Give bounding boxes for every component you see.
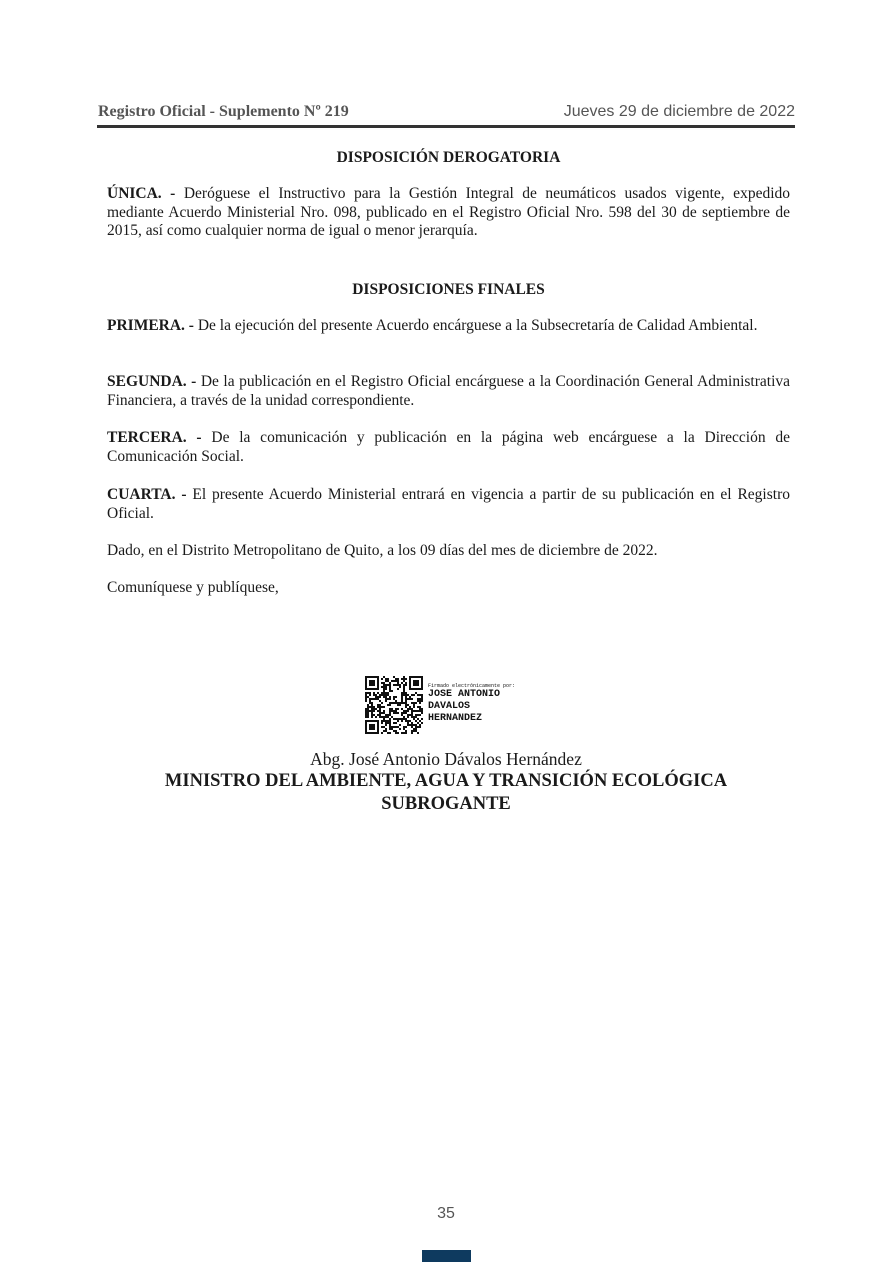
cuarta-label: CUARTA. - <box>107 486 187 503</box>
cuarta-text: El presente Acuerdo Ministerial entrará en vigencia a partir de su publicación en el Registro Oficial. <box>107 486 790 522</box>
tercera-paragraph <box>107 429 790 466</box>
primera-text: De la ejecución del presente Acuerdo encárguese a la Subsecretaría de Calidad Ambiental. <box>193 317 758 334</box>
derogatoria-heading: DISPOSICIÓN DEROGATORIA <box>336 149 561 166</box>
tercera-label: TERCERA. - <box>107 429 202 446</box>
publication-title: Registro Oficial - Suplemento Nº 219 <box>98 103 349 120</box>
unica-label: ÚNICA. - <box>107 185 176 202</box>
stamp-name-2: DAVALOS <box>428 701 471 712</box>
stamp-name-3: HERNANDEZ <box>428 713 483 724</box>
segunda-text: De la publicación en el Registro Oficial encárguese a la Coordinación General Administrativa Financiera, a través de la unidad correspondiente. <box>107 373 791 409</box>
header-rule <box>97 125 795 128</box>
unica-text: Deróguese el Instructivo para la Gestión Integral de neumáticos usados vigente, expedido mediante Acuerdo Ministerial Nro. 098, publicado en el Registro Oficial Nro. 598 del 30 de septiembre de 2015, así como cualquier norma de igual o menor jerarquía. <box>107 185 791 239</box>
segunda-label: SEGUNDA. - <box>107 373 197 390</box>
publication-date: Jueves 29 de diciembre de 2022 <box>563 103 795 120</box>
cuarta-paragraph <box>107 486 790 523</box>
footer-bar <box>422 1250 471 1262</box>
page-number: 35 <box>437 1205 455 1222</box>
primera-paragraph <box>107 317 790 336</box>
electronic-signature-stamp <box>428 683 515 725</box>
signer-subtitle: SUBROGANTE <box>381 794 511 814</box>
signer-title: MINISTRO DEL AMBIENTE, AGUA Y TRANSICIÓN ECOLÓGICA <box>164 771 728 791</box>
stamp-caption: Firmado electrónicamente por: <box>428 683 516 689</box>
qr-code-icon <box>365 676 423 734</box>
finales-heading: DISPOSICIONES FINALES <box>352 281 545 298</box>
closing-paragraph: Comuníquese y publíquese, <box>107 579 279 596</box>
tercera-text: De la comunicación y publicación en la página web encárguese a la Dirección de Comunicación Social. <box>107 429 791 465</box>
primera-label: PRIMERA. - <box>107 317 194 334</box>
segunda-paragraph <box>107 373 790 410</box>
signer-name: Abg. José Antonio Dávalos Hernández <box>310 749 582 769</box>
stamp-name-1: JOSE ANTONIO <box>428 689 501 700</box>
unica-paragraph <box>107 185 790 241</box>
dado-paragraph: Dado, en el Distrito Metropolitano de Quito, a los 09 días del mes de diciembre de 2022. <box>107 542 658 559</box>
